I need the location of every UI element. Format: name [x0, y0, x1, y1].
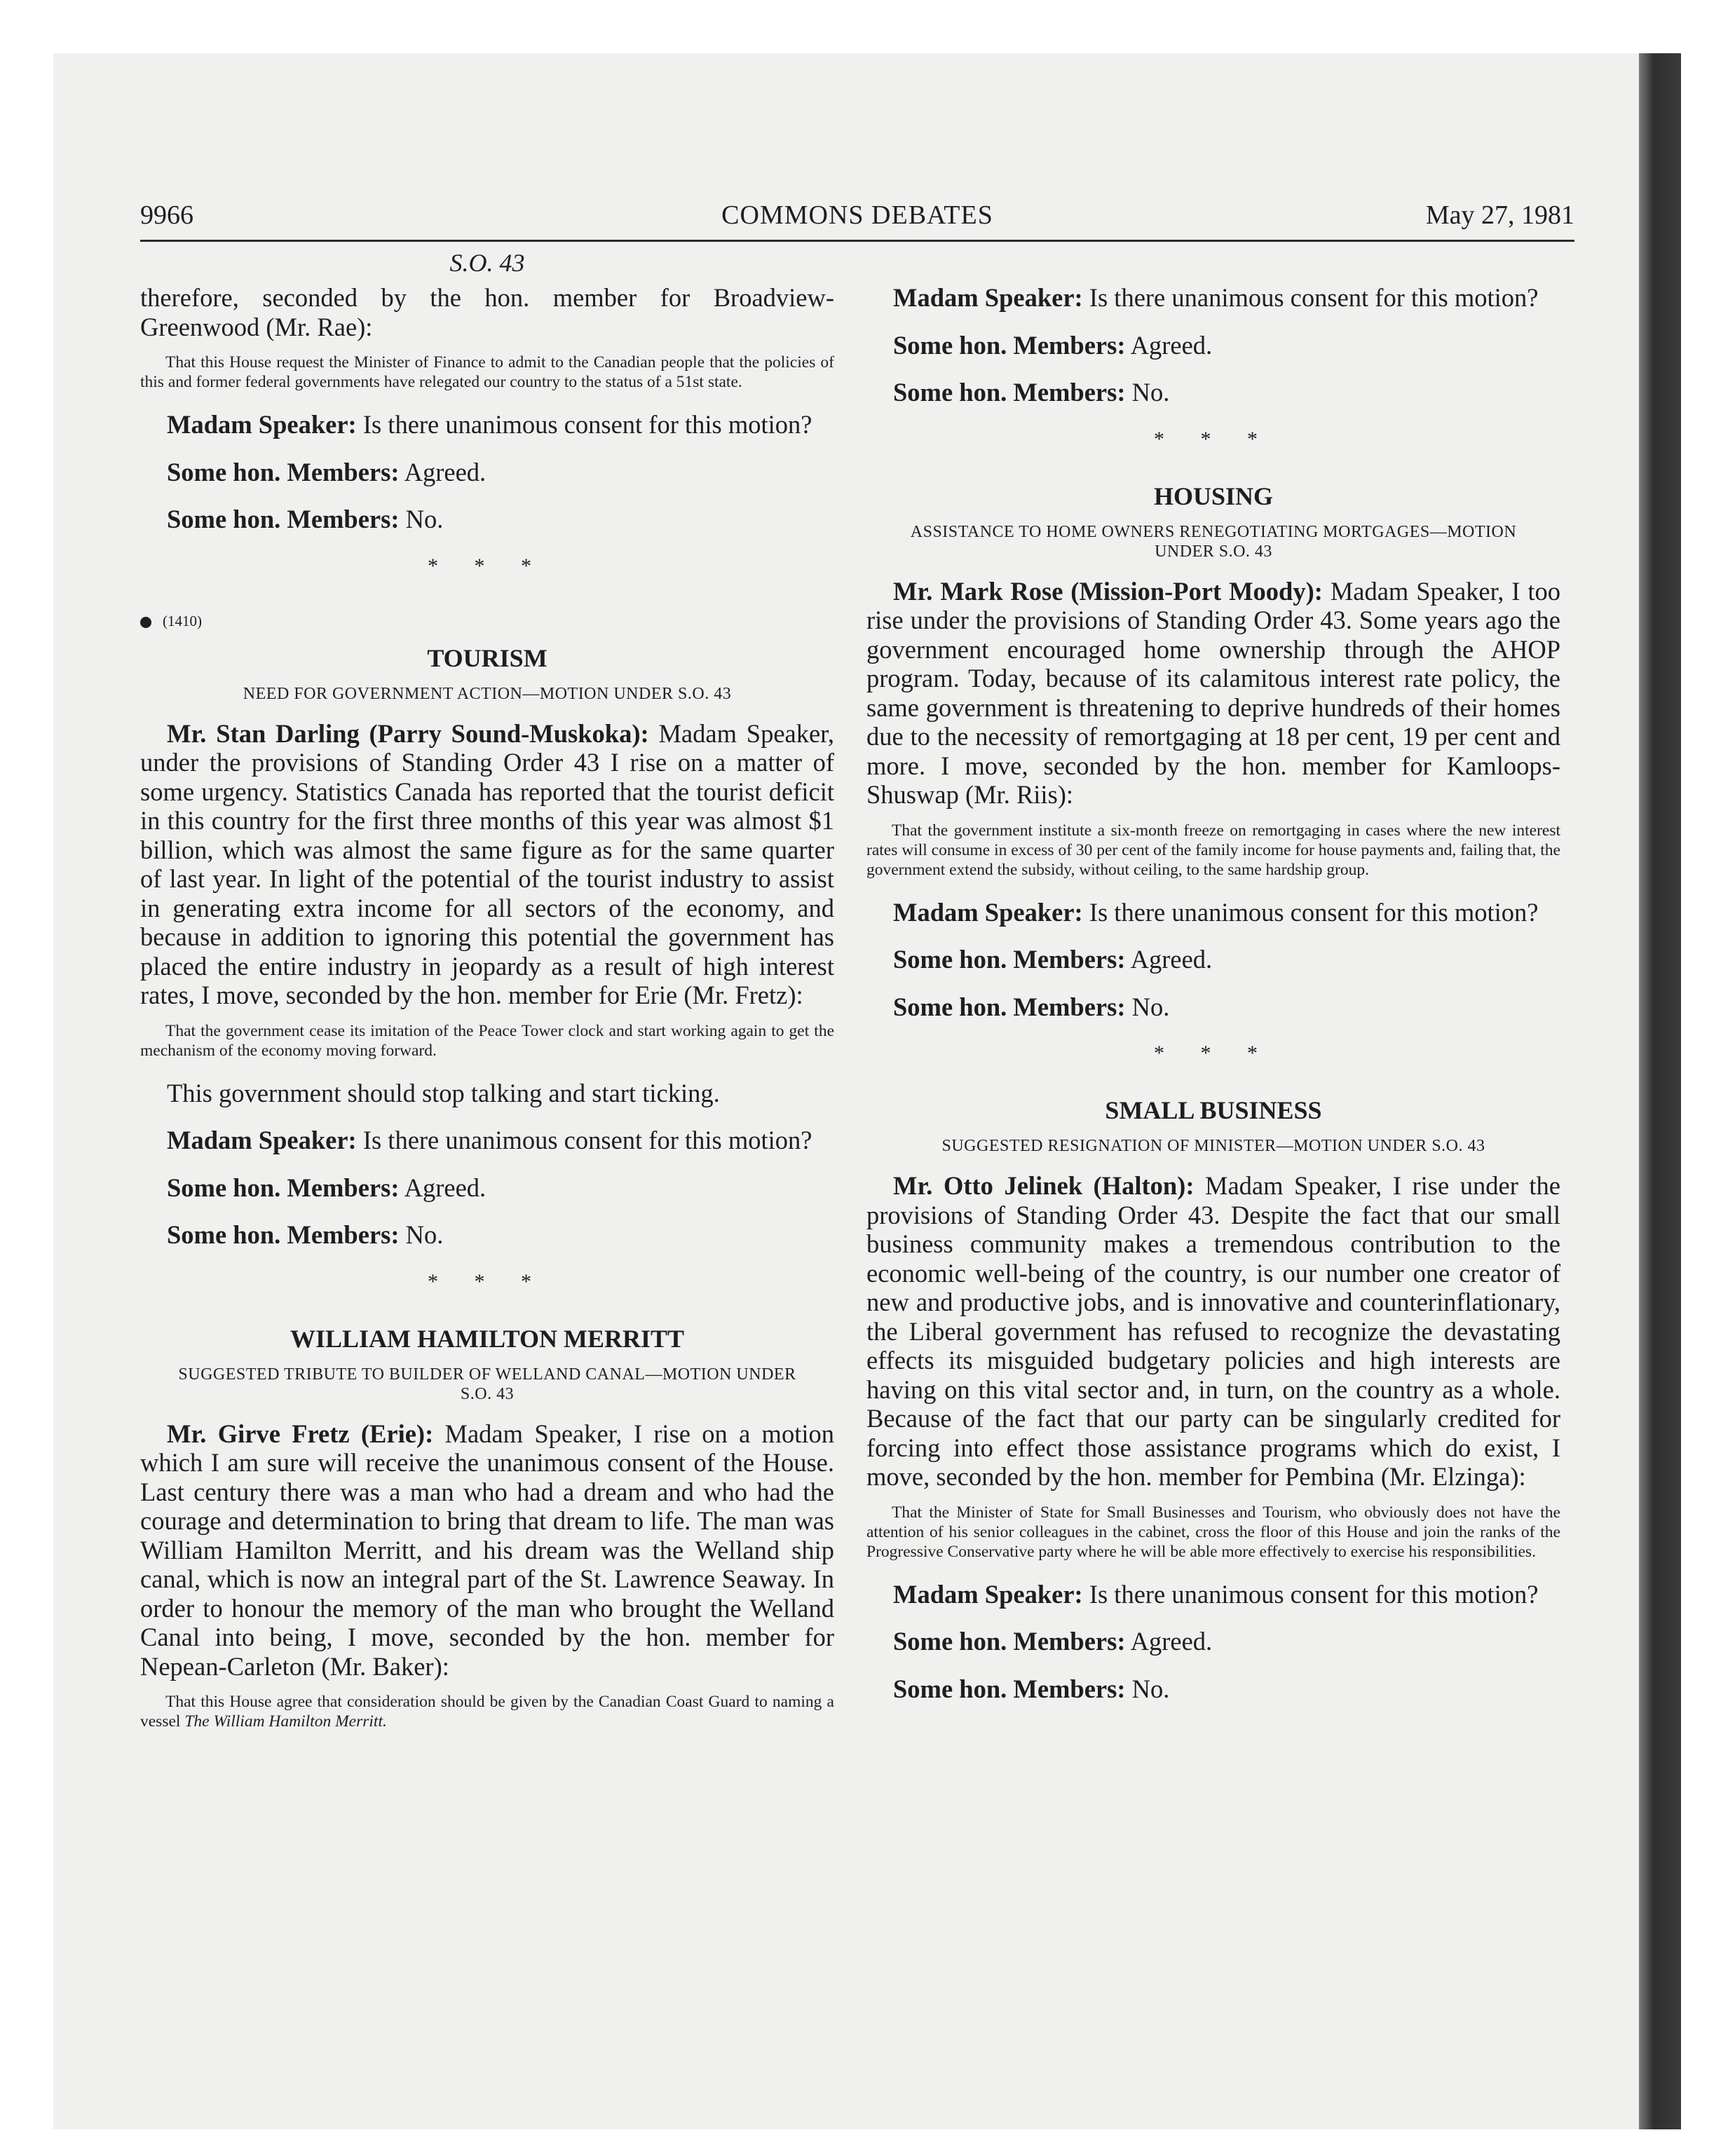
topic-subheading: SUGGESTED RESIGNATION OF MINISTER—MOTION UNDER S.O. 43	[941, 1137, 1485, 1155]
motion-text: That the Minister of State for Small Businesses and Tourism, who obviously does not have the attention of his senior colleagues in the cabinet, cross the floor of this House and join the ranks of the Progressive Conservative party where he will be able more effectively to exercise his responsibilities.	[866, 1503, 1560, 1561]
speaker-name: Madam Speaker:	[167, 410, 357, 439]
members-paragraph	[140, 505, 834, 534]
section-separator: * * *	[1154, 427, 1273, 451]
motion-body: That this House agree that consideration should be given by the Canadian Coast Guard to naming a vessel	[140, 1693, 834, 1731]
speaker-name: Some hon. Members:	[893, 1627, 1126, 1656]
running-header	[140, 198, 1574, 242]
motion-text: That this House request the Minister of Finance to admit to the Canadian people that the policies of this and former federal governments have relegated our country to the status of a 51st state.	[140, 353, 834, 391]
speech-text: Madam Speaker, under the provisions of Standing Order 43 I rise on a matter of some urgency. Statistics Canada has reported that the tourist deficit in this country for the first three months of this year was almost $1 billion, which was almost the same figure as for the same quarter of last year. In light of the potential of the tourist industry to assist in generating extra income for all sectors of the economy, and because in addition to ignoring this potential the government has placed the entire industry in jeopardy as a result of high interest rates, I move, seconded by the hon. member for Erie (Mr. Fretz):	[140, 718, 835, 1009]
topic-heading: HOUSING	[1153, 482, 1274, 510]
speaker-name: Some hon. Members:	[167, 1173, 400, 1202]
page-number: 9966	[140, 200, 193, 230]
motion-text: That the government institute a six-month freeze on remortgaging in cases where the new interest rates will consume in excess of 30 per cent of the family income for house payments and, failing that, the government extend the subsidy, without ceiling, to the same hardship group.	[866, 821, 1560, 879]
speaker-text: Is there unanimous consent for this motion?	[1082, 283, 1539, 312]
motion-text	[140, 1692, 834, 1731]
speaker-name: Some hon. Members:	[893, 1674, 1126, 1703]
topic-subheading: ASSISTANCE TO HOME OWNERS RENEGOTIATING MORTGAGES—MOTION UNDER S.O. 43	[910, 522, 1517, 561]
motion-text: That the government cease its imitation of the Peace Tower clock and start working again to get the mechanism of the economy moving forward.	[140, 1021, 834, 1060]
speaker-paragraph	[140, 1126, 834, 1155]
speaker-text: Agreed.	[1125, 1627, 1213, 1656]
speaker-paragraph	[140, 410, 834, 439]
speaker-text: Agreed.	[399, 457, 487, 486]
topic-heading: WILLIAM HAMILTON MERRITT	[290, 1324, 685, 1353]
speech-paragraph	[866, 577, 1560, 810]
section-separator: * * *	[1154, 1042, 1273, 1065]
speaker-text: Agreed.	[1125, 945, 1213, 974]
topic-heading: TOURISM	[427, 643, 547, 672]
speaker-text: Is there unanimous consent for this motion?	[356, 410, 812, 439]
speaker-name: Some hon. Members:	[893, 992, 1126, 1021]
members-paragraph	[140, 458, 834, 487]
speaker-name: Some hon. Members:	[893, 945, 1126, 974]
speaker-name: Some hon. Members:	[167, 1220, 400, 1249]
vessel-name: The William Hamilton Merritt.	[184, 1712, 387, 1731]
topic-subheading: SUGGESTED TRIBUTE TO BUILDER OF WELLAND CANAL—MOTION UNDER S.O. 43	[178, 1365, 796, 1403]
publication-date: May 27, 1981	[1425, 200, 1574, 230]
speaker-name: Mr. Mark Rose (Mission-Port Moody):	[893, 576, 1323, 606]
speaker-text: No.	[1125, 992, 1170, 1021]
speaker-text: No.	[1125, 378, 1170, 407]
topic-heading: SMALL BUSINESS	[1105, 1096, 1322, 1124]
timestamp-text: (1410)	[163, 612, 202, 629]
members-paragraph	[866, 945, 1560, 974]
speaker-name: Mr. Stan Darling (Parry Sound-Muskoka):	[167, 718, 649, 748]
members-paragraph	[866, 992, 1560, 1022]
speaker-name: Madam Speaker:	[893, 1579, 1083, 1609]
speech-text: Madam Speaker, I too rise under the provisions of Standing Order 43. Some years ago the government encouraged home ownership through the AHOP program. Today, because of its calamitous interest rate policy, the same government is threatening to deprive hundreds of their homes due to the necessity of remortgaging at 18 per cent, 19 per cent and more. I move, seconded by the hon. member for Kamloops-Shuswap (Mr. Riis):	[866, 576, 1560, 809]
members-paragraph	[866, 1627, 1560, 1656]
speaker-text: Is there unanimous consent for this motion?	[356, 1126, 812, 1154]
speaker-text: No.	[399, 1220, 444, 1249]
speaker-name: Mr. Girve Fretz (Erie):	[167, 1419, 434, 1448]
timestamp	[140, 607, 834, 635]
speaker-name: Some hon. Members:	[893, 378, 1126, 407]
closing-paragraph: This government should stop talking and start ticking.	[167, 1078, 720, 1107]
members-paragraph	[866, 1674, 1560, 1704]
speaker-name: Madam Speaker:	[167, 1126, 357, 1154]
speaker-name: Madam Speaker:	[893, 897, 1083, 927]
left-column	[140, 283, 834, 1749]
speech-text: Madam Speaker, I rise on a motion which I am sure will receive the unanimous consent of the House. Last century there was a man who had a dream and who had the courage and determination to bring that dream to life. The man was William Hamilton Merritt, and his dream was the Welland ship canal, which is now an integral part of the St. Lawrence Seaway. In order to honour the memory of the man who brought the Welland Canal into being, I move, seconded by the hon. member for Nepean-Carleton (Mr. Baker):	[140, 1419, 834, 1681]
section-separator: * * *	[428, 554, 547, 578]
members-paragraph	[866, 378, 1560, 407]
speaker-name: Mr. Otto Jelinek (Halton):	[893, 1171, 1195, 1200]
speech-paragraph	[140, 1419, 834, 1681]
members-paragraph	[140, 1173, 834, 1203]
members-paragraph	[866, 331, 1560, 360]
speech-paragraph	[140, 719, 834, 1010]
speaker-name: Madam Speaker:	[893, 283, 1083, 312]
publication-title: COMMONS DEBATES	[721, 200, 993, 230]
speech-paragraph	[866, 1171, 1560, 1492]
section-separator: * * *	[428, 1269, 547, 1293]
topic-subheading: NEED FOR GOVERNMENT ACTION—MOTION UNDER S.O. 43	[243, 684, 732, 703]
members-paragraph	[140, 1220, 834, 1250]
speaker-paragraph	[866, 1580, 1560, 1609]
speaker-text: Agreed.	[1125, 330, 1213, 360]
scan-edge-shadow	[1639, 53, 1681, 2129]
speaker-paragraph	[866, 898, 1560, 927]
right-column	[866, 283, 1560, 1721]
speaker-name: Some hon. Members:	[167, 457, 400, 486]
speaker-text: Is there unanimous consent for this motion?	[1082, 897, 1539, 927]
speaker-paragraph	[866, 283, 1560, 313]
speaker-text: Is there unanimous consent for this motion?	[1082, 1579, 1539, 1609]
speaker-name: Some hon. Members:	[893, 330, 1126, 360]
speaker-text: Agreed.	[399, 1173, 487, 1202]
intro-paragraph: therefore, seconded by the hon. member for Broadview-Greenwood (Mr. Rae):	[140, 283, 834, 341]
bullet-dot-icon	[140, 617, 151, 628]
speech-text: Madam Speaker, I rise under the provisions of Standing Order 43. Despite the fact that our small business community makes a tremendous contribution to the economic well-being of the country, is our number one creator of new and productive jobs, and is innovative and counterinflationary, the Liberal government has refused to recognize the devastating effects its misguided budgetary policies and high interests are having on this vital sector and, in turn, on the country as a whole. Because of the fact that our party can be singularly credited for forcing into effect those assistance programs which do exist, I move, seconded by the hon. member for Pembina (Mr. Elzinga):	[866, 1171, 1560, 1491]
speaker-name: Some hon. Members:	[167, 505, 400, 533]
speaker-text: No.	[399, 505, 444, 533]
speaker-text: No.	[1125, 1674, 1170, 1703]
section-title: S.O. 43	[449, 249, 525, 277]
